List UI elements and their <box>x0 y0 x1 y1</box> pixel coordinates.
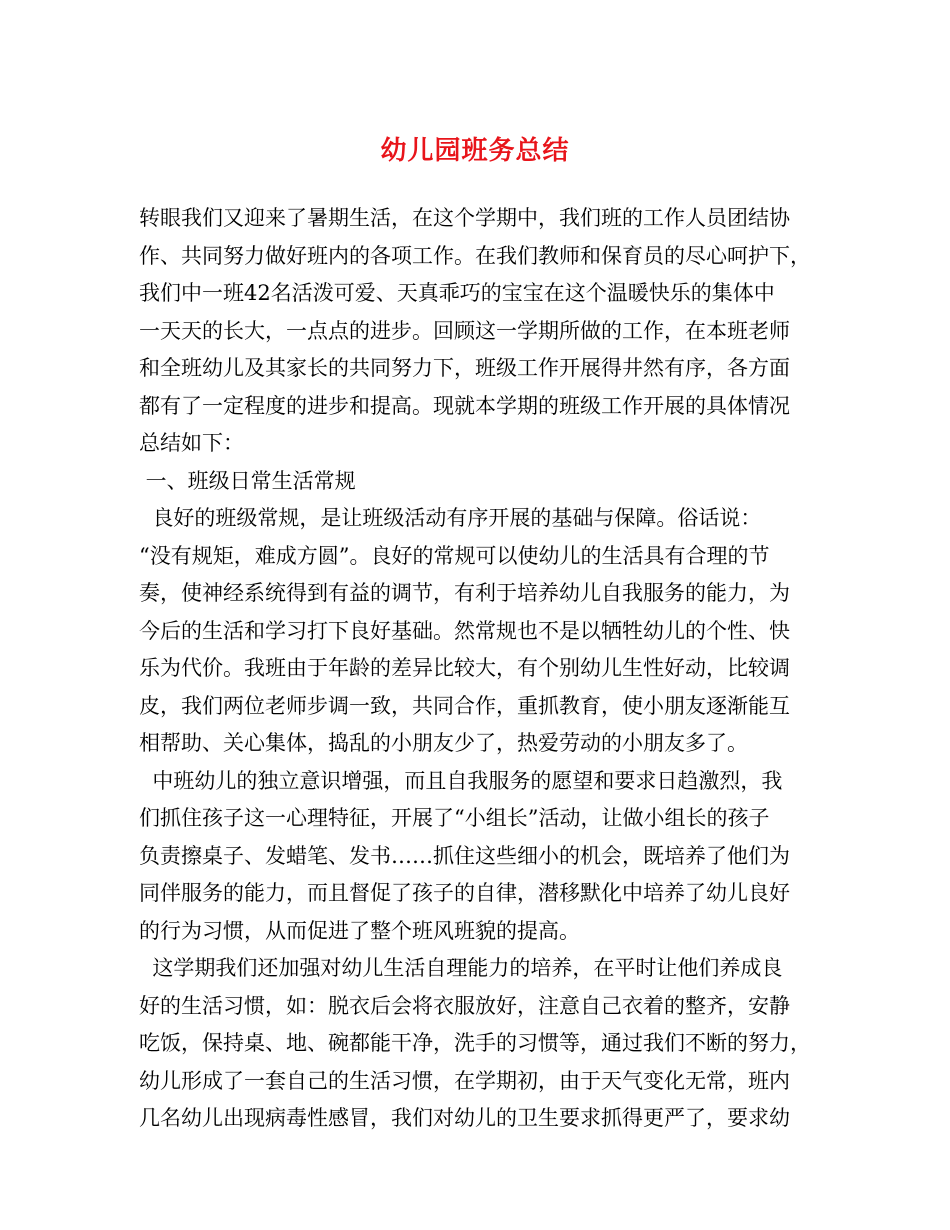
document-body <box>139 200 829 1138</box>
text-line: 一天天的长大，一点点的进步。回顾这一学期所做的工作，在本班老师 <box>139 318 790 343</box>
text-line: 相帮助、关心集体，捣乱的小朋友少了，热爱劳动的小朋友多了。 <box>139 731 748 755</box>
text-line: 今后的生活和学习打下良好基础。然常规也不是以牺牲幼儿的个性、快 <box>139 618 790 643</box>
text-line: 和全班幼儿及其家长的共同努力下，班级工作开展得井然有序，各方面 <box>139 356 790 380</box>
text-line: 中班幼儿的独立意识增强，而且自我服务的愿望和要求日趋激烈，我 <box>139 768 783 793</box>
text-line: 奏，使神经系统得到有益的调节，有利于培养幼儿自我服务的能力，为 <box>139 581 790 605</box>
text-line: 乐为代价。我班由于年龄的差异比较大，有个别幼儿生性好动，比较调 <box>139 656 790 680</box>
text-line: 一、班级日常生活常规 <box>139 468 356 493</box>
text-line: 良好的班级常规，是让班级活动有序开展的基础与保障。俗话说： <box>139 506 762 530</box>
text-line: 负责擦桌子、发蜡笔、发书……抓住这些细小的机会，既培养了他们为 <box>139 843 790 868</box>
text-line: 这学期我们还加强对幼儿生活自理能力的培养，在平时让他们养成良 <box>139 956 783 980</box>
text-line: 的行为习惯，从而促进了整个班风班貌的提高。 <box>139 918 580 943</box>
text-line: 转眼我们又迎来了暑期生活，在这个学期中，我们班的工作人员团结协 <box>139 206 790 230</box>
text-line: 好的生活习惯，如：脱衣后会将衣服放好，注意自己衣着的整齐，安静 <box>139 993 790 1018</box>
text-line: “没有规矩，难成方圆”。良好的常规可以使幼儿的生活具有合理的节 <box>139 543 770 568</box>
text-line: 作、共同努力做好班内的各项工作。在我们教师和保育员的尽心呵护下， <box>139 243 811 268</box>
text-line: 都有了一定程度的进步和提高。现就本学期的班级工作开展的具体情况 <box>139 393 790 418</box>
document-title: 幼儿园班务总结 <box>380 136 570 166</box>
text-line: 们抓住孩子这一心理特征，开展了“小组长”活动，让做小组长的孩子 <box>139 806 770 830</box>
text-line: 总结如下： <box>139 431 244 455</box>
text-line: 同伴服务的能力，而且督促了孩子的自律，潜移默化中培养了幼儿良好 <box>139 881 790 905</box>
text-line: 吃饭，保持桌、地、碗都能干净，洗手的习惯等，通过我们不断的努力， <box>139 1031 811 1055</box>
text-line: 我们中一班42名活泼可爱、天真乖巧的宝宝在这个温暖快乐的集体中 <box>139 281 775 305</box>
text-line: 幼儿形成了一套自己的生活习惯，在学期初，由于天气变化无常，班内 <box>139 1068 790 1093</box>
text-line: 皮，我们两位老师步调一致，共同合作，重抓教育，使小朋友逐渐能互 <box>139 693 790 718</box>
text-line: 几名幼儿出现病毒性感冒，我们对幼儿的卫生要求抓得更严了，要求幼 <box>139 1106 790 1130</box>
